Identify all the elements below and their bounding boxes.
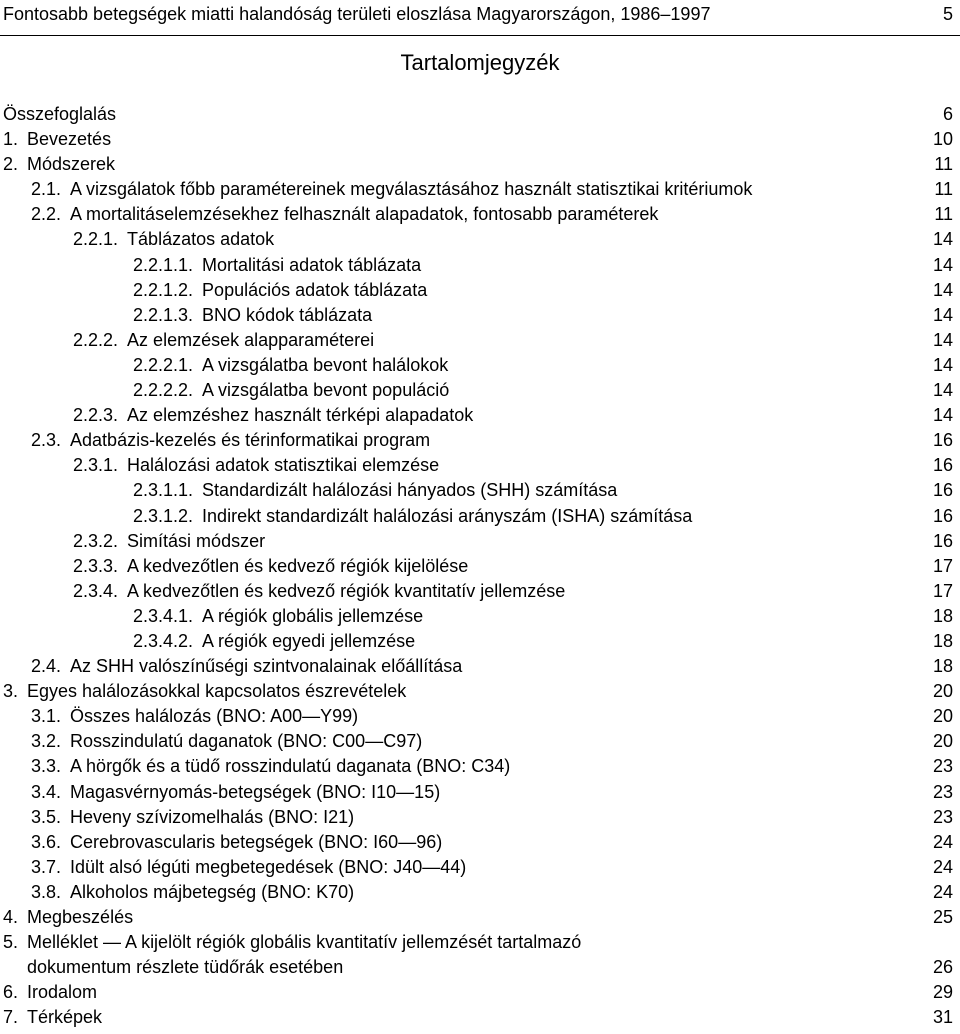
toc-entry[interactable] (0, 328, 960, 353)
table-of-contents (0, 102, 960, 1030)
toc-entry-number: 3.5. (31, 806, 62, 827)
toc-entry-number: 2.3.3. (73, 555, 119, 576)
toc-entry-page: 18 (932, 605, 953, 626)
toc-entry-title: A vizsgálatba bevont populáció (202, 380, 450, 401)
toc-entry-page: 23 (932, 806, 953, 827)
toc-entry-title: Alkoholos májbetegség (BNO: K70) (70, 881, 355, 902)
toc-entry-title: Irodalom (27, 982, 98, 1003)
toc-entry-number: 3.6. (31, 831, 62, 852)
toc-entry-title: Bevezetés (27, 129, 112, 150)
toc-entry-page: 18 (932, 630, 953, 651)
toc-entry-number: 6. (3, 982, 19, 1003)
toc-entry-title: Adatbázis-kezelés és térinformatikai program (70, 430, 431, 451)
toc-entry-number: 2.2.2.2. (133, 380, 194, 401)
toc-entry[interactable] (0, 202, 960, 227)
toc-entry-page: 11 (934, 154, 953, 175)
toc-entry-page: 20 (932, 731, 953, 752)
toc-entry-number: 2.2.1. (73, 229, 119, 250)
toc-entry-number: 3.8. (31, 881, 62, 902)
toc-entry-number: 2.2. (31, 204, 62, 225)
toc-entry[interactable] (0, 930, 960, 980)
toc-entry[interactable] (0, 152, 960, 177)
toc-entry-title: Halálozási adatok statisztikai elemzése (127, 455, 440, 476)
toc-entry-page: 31 (932, 1007, 953, 1028)
toc-entry-number: 2.4. (31, 656, 62, 677)
toc-entry-number: 2.3.1. (73, 455, 119, 476)
toc-entry-title: Mortalitási adatok táblázata (202, 254, 422, 275)
toc-entry[interactable] (0, 529, 960, 554)
toc-entry-page: 25 (932, 907, 953, 927)
toc-entry-title: A mortalitáselemzésekhez felhasznált alapadatok, fontosabb paraméterek (70, 204, 659, 225)
toc-entry-title: A régiók globális jellemzése (202, 605, 424, 626)
toc-entry-page: 20 (932, 681, 953, 702)
toc-entry-page: 14 (932, 279, 953, 300)
toc-entry-number: 2.1. (31, 179, 62, 200)
toc-entry-number: 2.2.3. (73, 405, 119, 426)
toc-entry-number: 2.3. (31, 430, 62, 451)
toc-entry-title: Módszerek (27, 154, 116, 175)
toc-entry-title: A vizsgálatok főbb paramétereinek megválasztásához használt statisztikai kritériumok (70, 179, 753, 200)
toc-entry[interactable] (0, 855, 960, 880)
toc-entry[interactable] (0, 604, 960, 629)
toc-entry-page: 24 (932, 881, 953, 902)
toc-entry-title: Simítási módszer (127, 530, 266, 551)
toc-entry-title: Heveny szívizomelhalás (BNO: I21) (70, 806, 355, 827)
toc-entry-page: 17 (932, 555, 953, 576)
toc-entry-title: Populációs adatok táblázata (202, 279, 428, 300)
toc-entry-title: A vizsgálatba bevont halálokok (202, 354, 449, 375)
toc-entry[interactable] (0, 679, 960, 704)
toc-entry-number: 2.3.4. (73, 580, 119, 601)
toc-entry[interactable] (0, 227, 960, 252)
toc-entry-title: Magasvérnyomás-betegségek (BNO: I10—15) (70, 781, 441, 802)
toc-entry[interactable] (0, 704, 960, 729)
toc-entry-page: 16 (932, 430, 953, 451)
toc-entry-page: 14 (932, 405, 953, 426)
toc-entry[interactable] (0, 504, 960, 529)
toc-entry-page: 26 (932, 957, 953, 978)
toc-entry-title: Idült alsó légúti megbetegedések (BNO: J40—44) (70, 856, 467, 877)
toc-entry[interactable] (0, 253, 960, 278)
toc-entry-title: Az elemzéshez használt térképi alapadatok (127, 405, 474, 426)
toc-entry-number: 2.3.1.2. (133, 505, 194, 526)
toc-entry[interactable] (0, 905, 960, 930)
toc-entry-number: 2.3.1.1. (133, 480, 194, 501)
toc-entry[interactable] (0, 278, 960, 303)
toc-entry[interactable] (0, 1005, 960, 1030)
toc-entry-number: 3.1. (31, 706, 62, 727)
toc-entry[interactable] (0, 478, 960, 503)
toc-entry-title: Cerebrovascularis betegségek (BNO: I60—96) (70, 831, 443, 852)
toc-entry-page: 16 (932, 505, 953, 526)
toc-entry-page: 18 (932, 656, 953, 677)
toc-entry-title: Összefoglalás (3, 104, 117, 124)
toc-entry-number: 1. (3, 129, 19, 150)
toc-entry[interactable] (0, 353, 960, 378)
toc-entry-title: Indirekt standardizált halálozási arányszám (ISHA) számítása (202, 505, 693, 526)
toc-entry-number: 2.3.2. (73, 530, 119, 551)
toc-entry[interactable] (0, 127, 960, 152)
toc-entry-number: 4. (3, 907, 19, 927)
toc-entry-title: A kedvezőtlen és kedvező régiók kijelölése (127, 555, 469, 576)
toc-entry-page: 11 (934, 179, 953, 200)
toc-entry[interactable] (0, 880, 960, 905)
toc-entry-number: 2.3.4.2. (133, 630, 194, 651)
toc-entry-number: 2.2.1.2. (133, 279, 194, 300)
toc-entry-number: 2. (3, 154, 19, 175)
toc-entry[interactable] (0, 403, 960, 428)
toc-entry-page: 23 (932, 781, 953, 802)
toc-entry-page: 14 (932, 380, 953, 401)
toc-entry-page: 20 (932, 706, 953, 727)
toc-entry-number: 2.3.4.1. (133, 605, 194, 626)
toc-entry-page: 14 (932, 354, 953, 375)
toc-entry-title: A régiók egyedi jellemzése (202, 630, 416, 651)
toc-entry-number: 2.2.2.1. (133, 354, 194, 375)
toc-entry-number: 3.7. (31, 856, 62, 877)
toc-entry[interactable] (0, 428, 960, 453)
toc-entry-title: Az SHH valószínűségi szintvonalainak előállítása (70, 656, 463, 677)
toc-entry-title: Az elemzések alapparaméterei (127, 329, 375, 350)
toc-entry-page: 10 (932, 129, 953, 150)
toc-entry[interactable] (0, 579, 960, 604)
toc-entry[interactable] (0, 177, 960, 202)
toc-entry-page: 14 (932, 254, 953, 275)
toc-entry[interactable] (0, 303, 960, 328)
toc-entry-page: 14 (932, 229, 953, 250)
toc-entry-page: 14 (932, 304, 953, 325)
toc-entry-page: 6 (942, 104, 953, 124)
toc-entry-page: 14 (932, 329, 953, 350)
toc-entry[interactable] (0, 654, 960, 679)
header-page-number: 5 (942, 4, 953, 24)
toc-entry-title: Standardizált halálozási hányados (SHH) számítása (202, 480, 618, 501)
toc-entry[interactable] (0, 629, 960, 654)
toc-entry[interactable] (0, 102, 960, 127)
toc-entry[interactable] (0, 453, 960, 478)
toc-entry[interactable] (0, 780, 960, 805)
toc-entry-title: Összes halálozás (BNO: A00—Y99) (70, 706, 359, 727)
toc-entry-number: 3.4. (31, 781, 62, 802)
toc-entry-title: Megbeszélés (27, 907, 134, 927)
toc-entry[interactable] (0, 378, 960, 403)
toc-entry-number: 3.3. (31, 756, 62, 777)
toc-entry-page: 16 (932, 530, 953, 551)
toc-entry-title: Táblázatos adatok (127, 229, 275, 250)
toc-entry-number: 5. (3, 932, 19, 953)
toc-entry-title: Térképek (27, 1007, 103, 1028)
toc-entry-title: Rosszindulatú daganatok (BNO: C00—C97) (70, 731, 423, 752)
toc-entry[interactable] (0, 729, 960, 754)
header-title: Fontosabb betegségek miatti halandóság területi eloszlása Magyarországon, 1986–1997 (3, 4, 711, 24)
toc-entry-page: 24 (932, 831, 953, 852)
toc-entry-title: Egyes halálozásokkal kapcsolatos észrevételek (27, 681, 407, 702)
toc-entry[interactable] (0, 805, 960, 830)
toc-entry-page: 17 (932, 580, 953, 601)
toc-entry[interactable] (0, 980, 960, 1005)
toc-entry-title: A kedvezőtlen és kedvező régiók kvantitatív jellemzése (127, 580, 566, 601)
toc-title: Tartalomjegyzék (400, 50, 560, 75)
toc-entry-number: 3. (3, 681, 19, 702)
toc-entry[interactable] (0, 554, 960, 579)
toc-entry-title: Melléklet — A kijelölt régiók globális kvantitatív jellemzését tartalmazó dokumentum részlete tüdőrák esetében (27, 932, 582, 978)
toc-entry-page: 11 (934, 204, 953, 225)
toc-entry[interactable] (0, 754, 960, 779)
toc-entry-title: A hörgők és a tüdő rosszindulatú daganata (BNO: C34) (70, 756, 511, 777)
running-header (0, 0, 960, 36)
toc-entry-page: 23 (932, 756, 953, 777)
toc-entry-number: 2.2.1.3. (133, 304, 194, 325)
toc-entry-page: 24 (932, 856, 953, 877)
toc-entry-page: 29 (932, 982, 953, 1003)
toc-entry[interactable] (0, 830, 960, 855)
toc-entry-number: 2.2.1.1. (133, 254, 194, 275)
toc-entry-title: BNO kódok táblázata (202, 304, 373, 325)
toc-entry-number: 2.2.2. (73, 329, 119, 350)
toc-entry-number: 7. (3, 1007, 19, 1028)
toc-entry-number: 3.2. (31, 731, 62, 752)
toc-entry-page: 16 (932, 455, 953, 476)
toc-entry-page: 16 (932, 480, 953, 501)
